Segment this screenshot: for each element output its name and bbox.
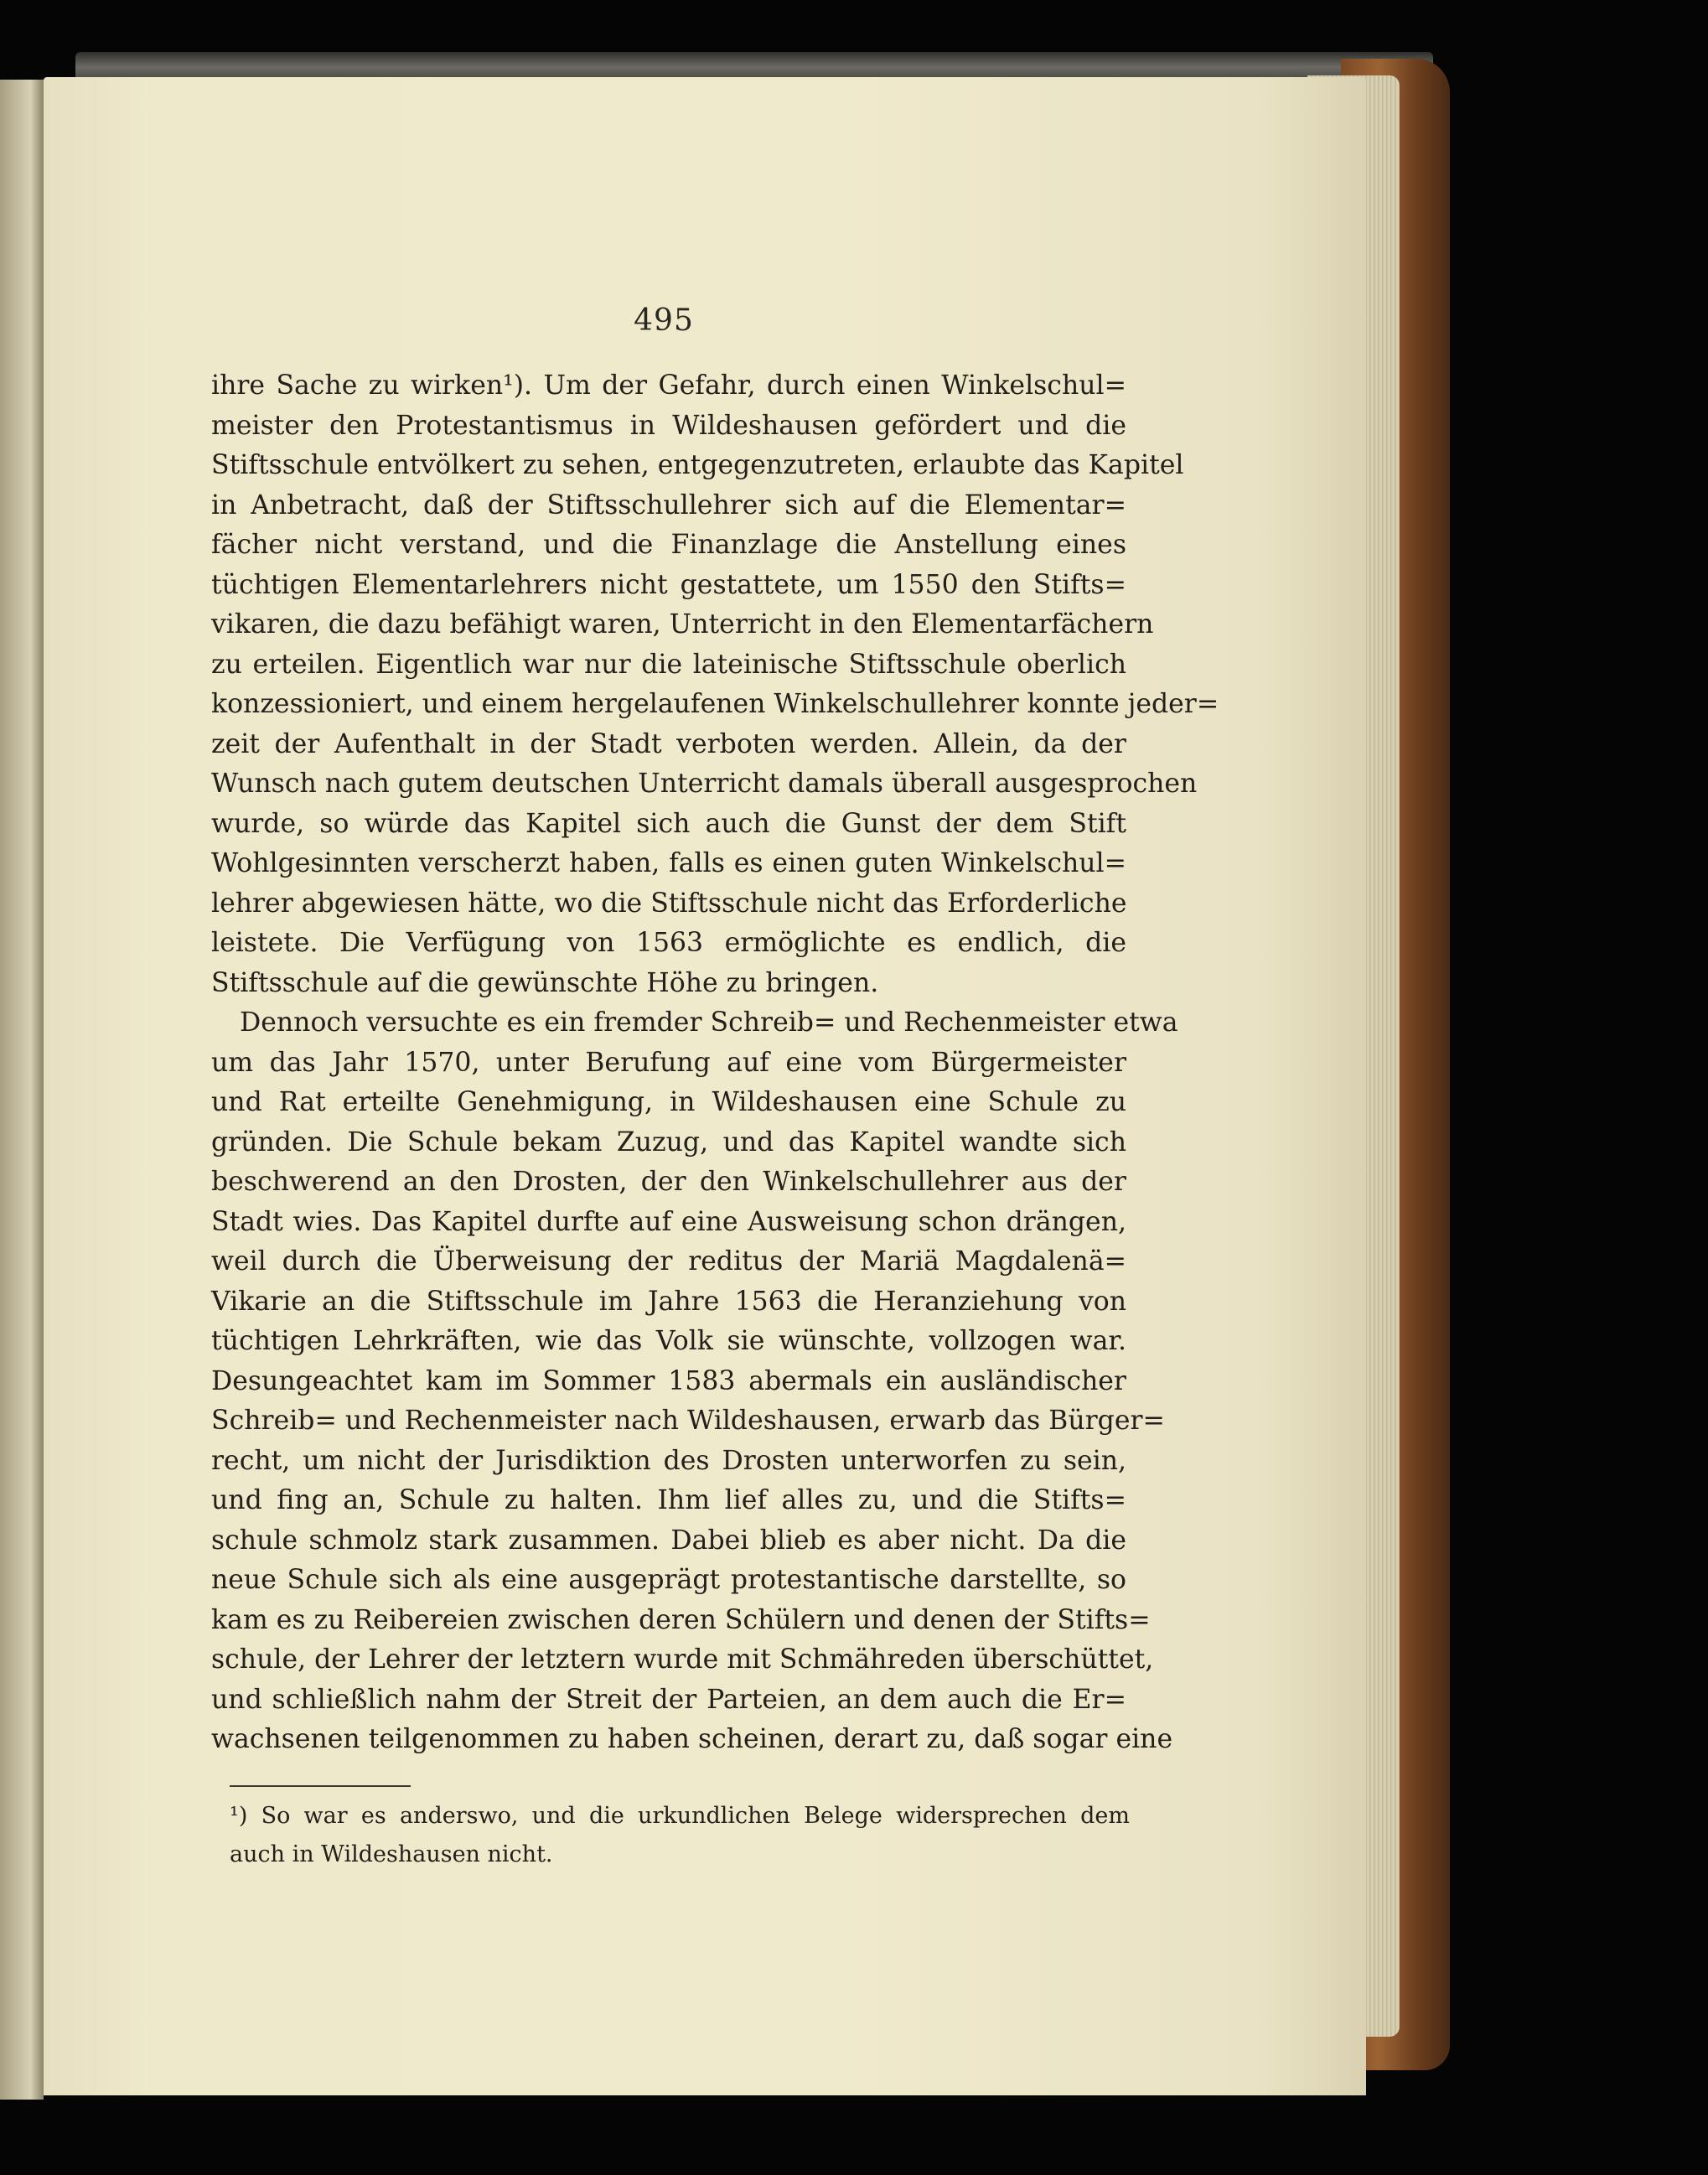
text-line: wachsenen teilgenommen zu haben scheinen, derart zu, daß sogar eine (211, 1724, 1173, 1754)
facing-page-edge (0, 80, 44, 2100)
text-line: schule schmolz stark zusammen. Dabei blieb es aber nicht. Da die (211, 1525, 1126, 1556)
text-line: in Anbetracht, daß der Stiftsschullehrer sich auf die Elementar= (211, 489, 1126, 520)
text-line: kam es zu Reibereien zwischen deren Schülern und denen der Stifts= (211, 1604, 1151, 1635)
text-line: Dennoch versuchte es ein fremder Schreib= und Rechenmeister etwa (240, 1007, 1178, 1038)
text-line: tüchtigen Elementarlehrers nicht gestattete, um 1550 den Stifts= (211, 569, 1126, 600)
book-page (44, 77, 1366, 2095)
text-line: recht, um nicht der Jurisdiktion des Drosten unterworfen zu sein, (211, 1445, 1126, 1476)
text-line: neue Schule sich als eine ausgeprägt protestantische darstellte, so (211, 1565, 1126, 1595)
footnote-rule (230, 1785, 411, 1787)
text-line: wurde, so würde das Kapitel sich auch die Gunst der dem Stift (211, 808, 1126, 839)
text-line: Stadt wies. Das Kapitel durfte auf eine Ausweisung schon drängen, (211, 1206, 1126, 1237)
text-line: vikaren, die dazu befähigt waren, Unterricht in den Elementarfächern (211, 609, 1154, 640)
footnote-line: auch in Wildeshausen nicht. (230, 1841, 553, 1867)
text-line: Schreib= und Rechenmeister nach Wildeshausen, erwarb das Bürger= (211, 1406, 1165, 1436)
text-line: zu erteilen. Eigentlich war nur die lateinische Stiftsschule oberlich (211, 649, 1126, 680)
body-text (211, 366, 1219, 1760)
text-line: lehrer abgewiesen hätte, wo die Stiftsschule nicht das Erforderliche (211, 888, 1127, 919)
text-line: ihre Sache zu wirken¹). Um der Gefahr, durch einen Winkelschul= (211, 370, 1126, 401)
text-line: Vikarie an die Stiftsschule im Jahre 1563 die Heranziehung von (211, 1286, 1126, 1317)
footnote (230, 1797, 1130, 1874)
text-line: Stiftsschule entvölkert zu sehen, entgegenzutreten, erlaubte das Kapitel (211, 450, 1184, 480)
text-line: Stiftsschule auf die gewünschte Höhe zu bringen. (211, 967, 879, 998)
text-line: und schließlich nahm der Streit der Parteien, an dem auch die Er= (211, 1684, 1126, 1715)
text-line: leistete. Die Verfügung von 1563 ermöglichte es endlich, die (211, 928, 1126, 958)
text-line: meister den Protestantismus in Wildeshausen gefördert und die (211, 410, 1126, 441)
text-line: Wunsch nach gutem deutschen Unterricht damals überall ausgesprochen (211, 769, 1198, 799)
text-line: beschwerend an den Drosten, der den Winkelschullehrer aus der (211, 1167, 1126, 1197)
text-line: um das Jahr 1570, unter Berufung auf eine vom Bürgermeister (211, 1047, 1126, 1078)
text-line: Wohlgesinnten verscherzt haben, falls es einen guten Winkelschul= (211, 848, 1126, 878)
text-line: schule, der Lehrer der letztern wurde mit Schmähreden überschüttet, (211, 1644, 1154, 1675)
text-line: weil durch die Überweisung der reditus der Mariä Magdalenä= (211, 1246, 1126, 1277)
text-line: konzessioniert, und einem hergelaufenen Winkelschullehrer konnte jeder= (211, 689, 1219, 719)
text-line: tüchtigen Lehrkräften, wie das Volk sie wünschte, vollzogen war. (211, 1326, 1126, 1356)
text-line: fächer nicht verstand, und die Finanzlage die Anstellung eines (211, 530, 1126, 560)
page-number: 495 (634, 303, 694, 338)
text-line: und Rat erteilte Genehmigung, in Wildeshausen eine Schule zu (211, 1087, 1126, 1117)
text-line: Desungeachtet kam im Sommer 1583 abermals ein ausländischer (211, 1365, 1126, 1396)
text-line: gründen. Die Schule bekam Zuzug, und das Kapitel wandte sich (211, 1126, 1126, 1157)
text-line: zeit der Aufenthalt in der Stadt verboten werden. Allein, da der (211, 728, 1126, 759)
text-line: und fing an, Schule zu halten. Ihm lief alles zu, und die Stifts= (211, 1485, 1126, 1515)
footnote-line: ¹) So war es anderswo, und die urkundlichen Belege widersprechen dem (230, 1803, 1130, 1829)
